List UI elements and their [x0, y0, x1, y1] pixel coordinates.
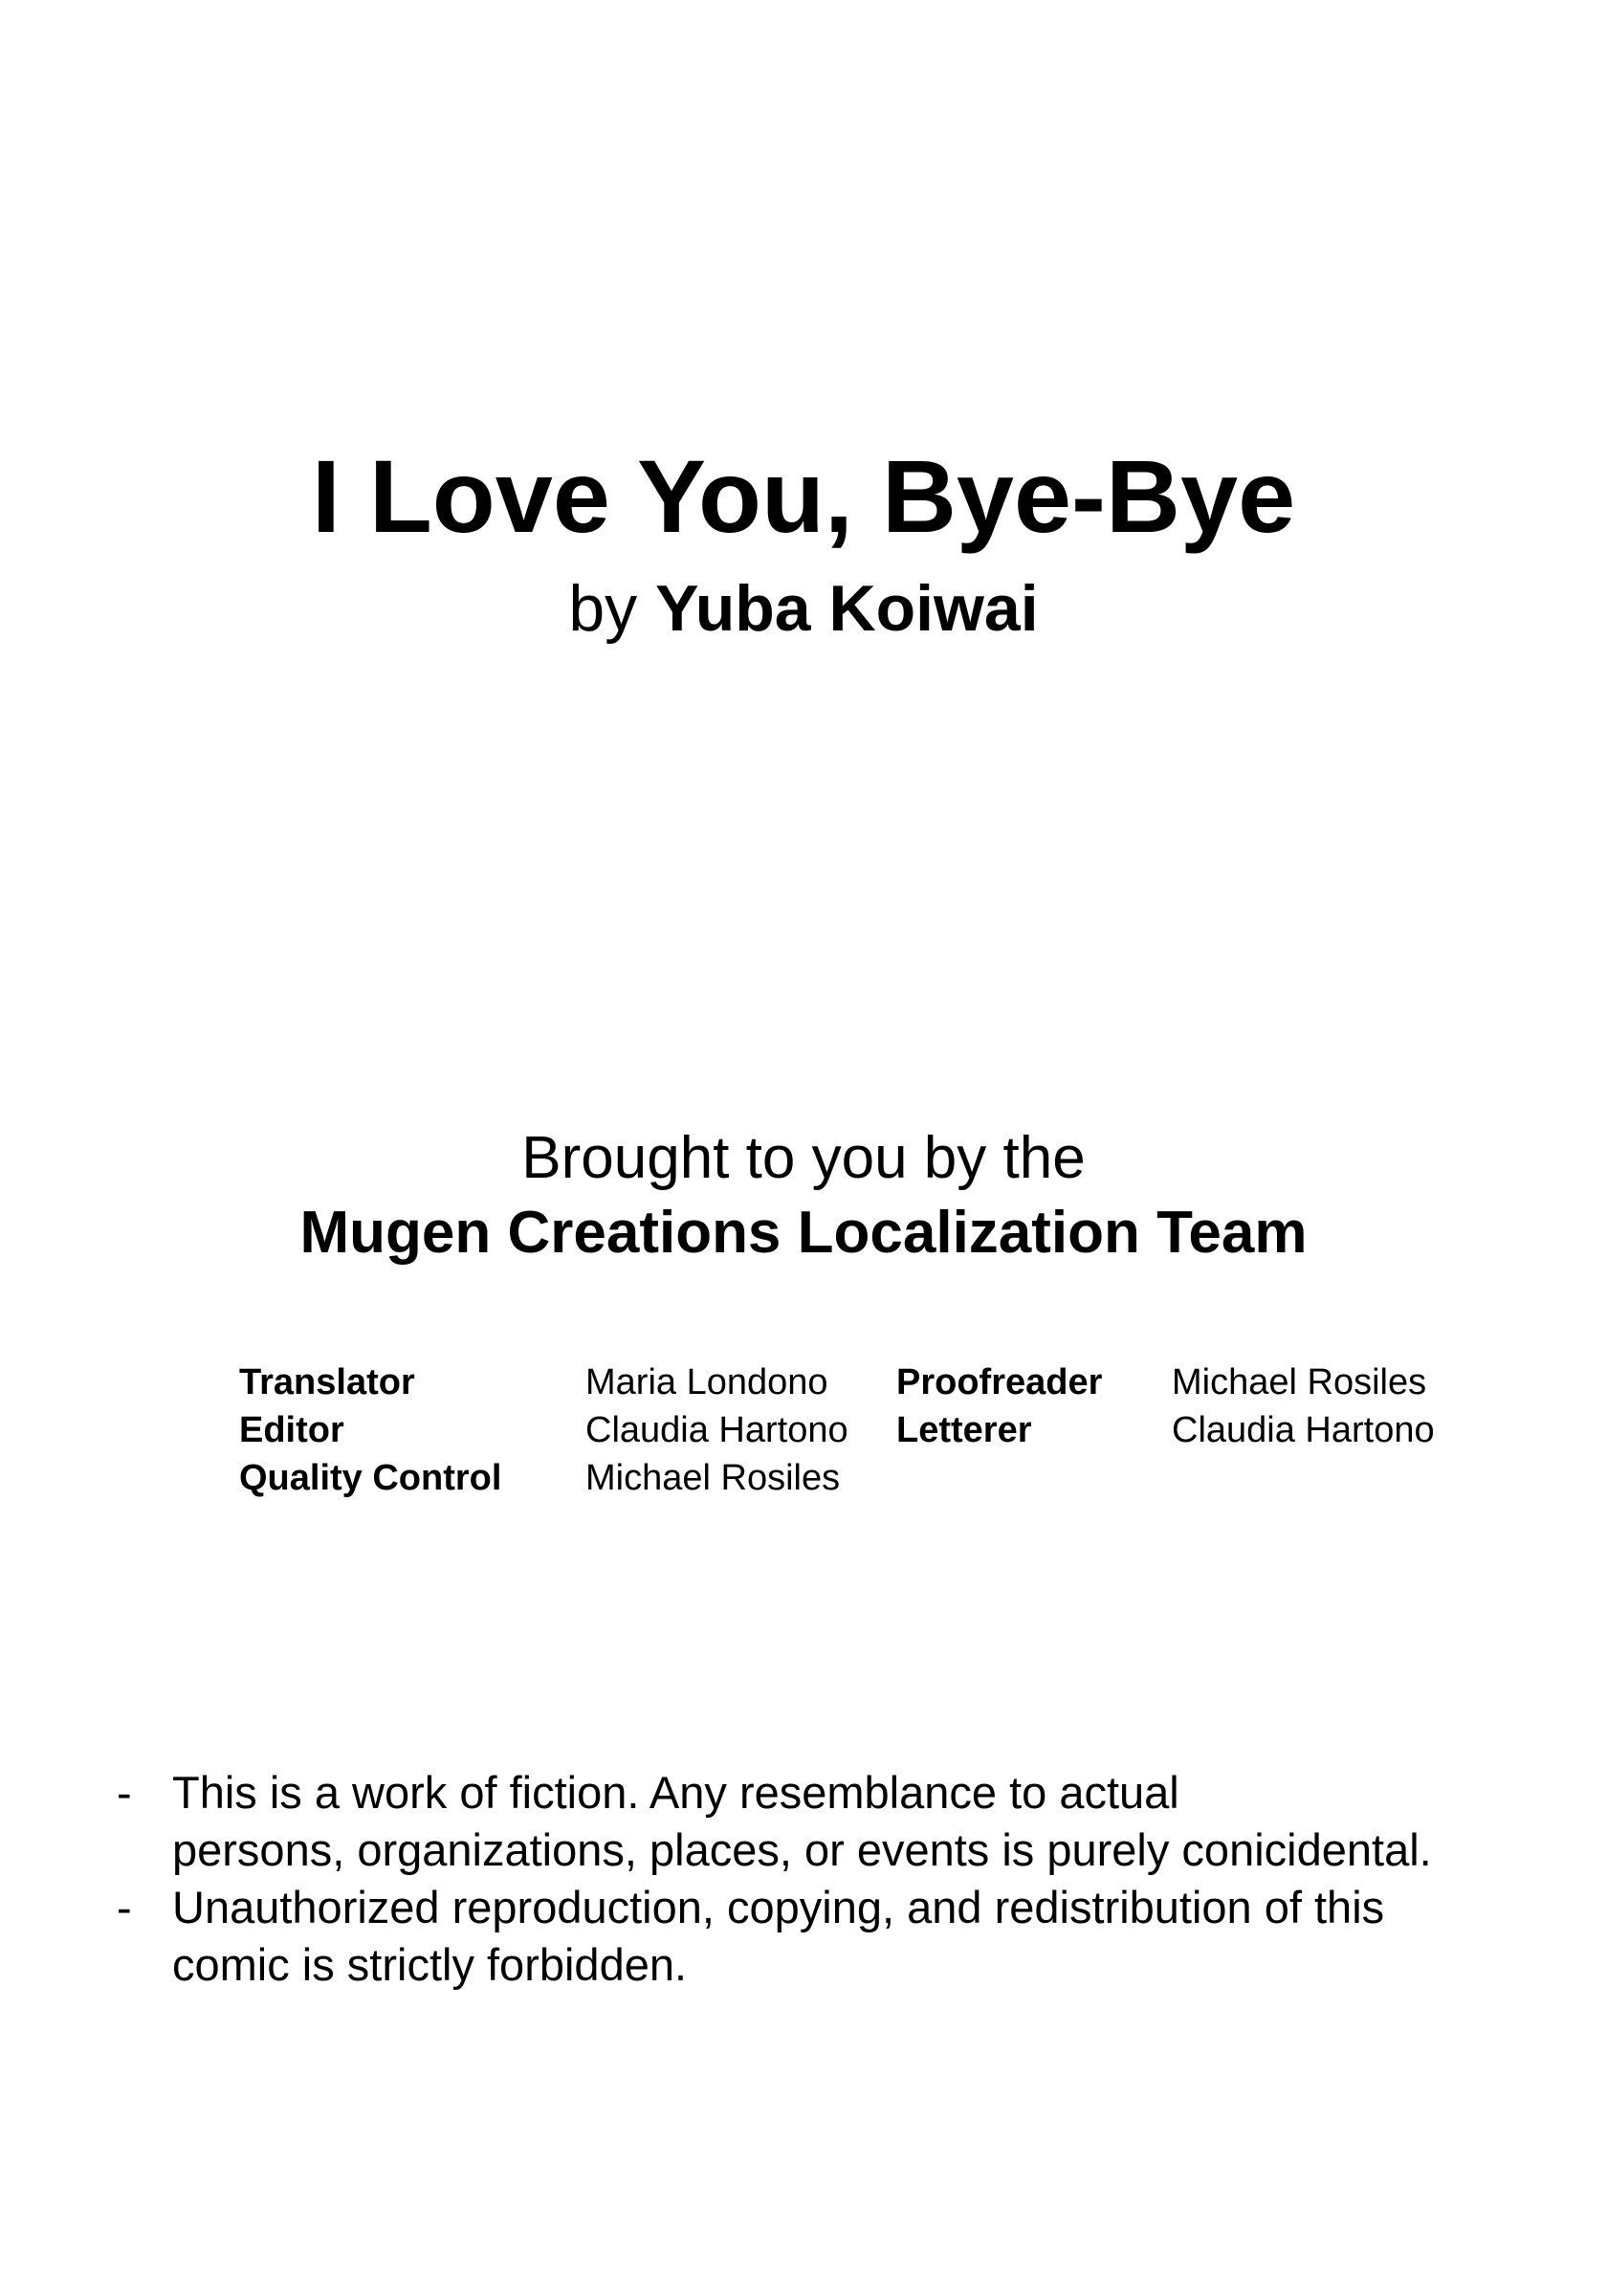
editor-name: Claudia Hartono: [585, 1410, 848, 1450]
editor-role: Editor: [239, 1410, 344, 1450]
byline-prefix: by: [568, 572, 638, 645]
comic-title: I Love You, Bye-Bye: [311, 438, 1296, 554]
disclaimer-note: [117, 1764, 1571, 1879]
note-bullet: -: [117, 1767, 132, 1818]
author-name: Yuba Koiwai: [655, 572, 1039, 645]
byline: [0, 572, 1607, 645]
note-bullet: -: [117, 1882, 132, 1932]
note-line: comic is strictly forbidden.: [172, 1939, 688, 1990]
translator-role: Translator: [239, 1362, 415, 1402]
note-line: Unauthorized reproduction, copying, and redistribution of this: [172, 1882, 1385, 1932]
proofreader-name: Michael Rosiles: [1172, 1362, 1427, 1402]
disclaimer-note: [117, 1879, 1571, 1994]
quality-control-name: Michael Rosiles: [585, 1458, 841, 1498]
letterer-name: Claudia Hartono: [1172, 1410, 1435, 1450]
quality-control-role: Quality Control: [239, 1458, 502, 1498]
team-name: Mugen Creations Localization Team: [299, 1200, 1308, 1266]
credits-intro: Brought to you by the: [521, 1125, 1086, 1191]
note-line: This is a work of fiction. Any resemblance to actual: [172, 1767, 1179, 1818]
proofreader-role: Proofreader: [896, 1362, 1103, 1402]
disclaimer-notes: [117, 1764, 1571, 1994]
note-line: persons, organizations, places, or events is purely conicidental.: [172, 1824, 1432, 1875]
letterer-role: Letterer: [896, 1410, 1032, 1450]
translator-name: Maria Londono: [585, 1362, 828, 1402]
